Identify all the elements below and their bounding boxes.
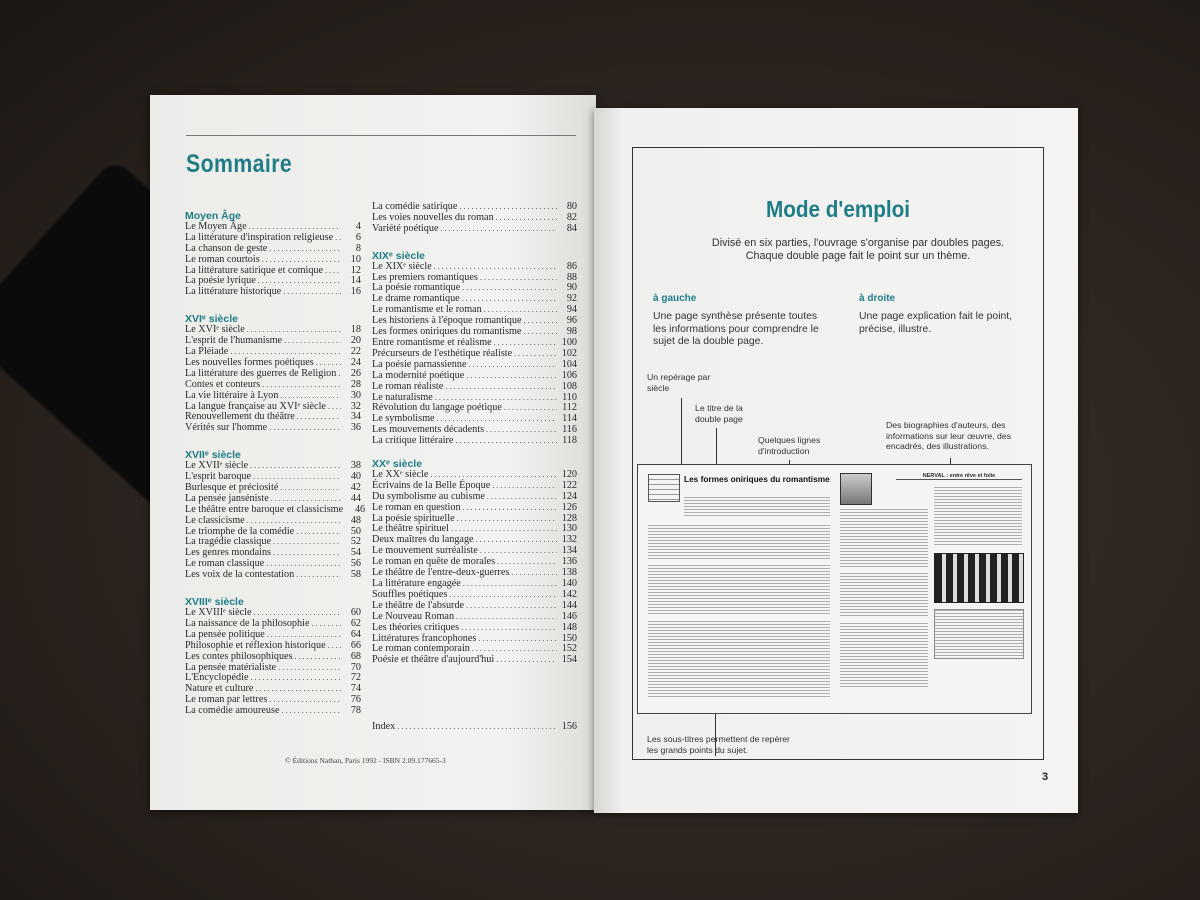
toc-leader bbox=[296, 527, 341, 538]
toc-page: 134 bbox=[561, 545, 577, 557]
toc-label: Les historiens à l'époque romantique bbox=[372, 315, 522, 327]
toc-leader bbox=[295, 652, 341, 663]
sample-encadre-box bbox=[934, 609, 1024, 659]
toc-page: 84 bbox=[566, 222, 577, 234]
toc-page: 52 bbox=[350, 536, 361, 548]
toc-label: La littérature satirique et comique bbox=[185, 264, 324, 276]
toc-leader bbox=[281, 706, 341, 717]
toc-label: Le XIXᵉ siècle bbox=[372, 260, 432, 272]
toc-page: 20 bbox=[350, 335, 361, 347]
right-description: Une page explication fait le point, précise, illustre. bbox=[859, 311, 1013, 335]
toc-page: 40 bbox=[350, 471, 361, 483]
century-tab-marker bbox=[648, 474, 680, 502]
toc-page: 6 bbox=[355, 231, 361, 243]
toc-entry bbox=[185, 391, 361, 402]
sample-text-block bbox=[934, 487, 1022, 547]
toc-section-heading: XXᵉ siècle bbox=[372, 458, 423, 471]
toc-leader bbox=[456, 612, 557, 623]
toc-column-b bbox=[372, 202, 577, 666]
intro-line: Divisé en six parties, l'ouvrage s'organise par doubles pages. bbox=[711, 237, 1005, 249]
toc-leader bbox=[251, 673, 342, 684]
toc-leader bbox=[269, 423, 341, 434]
toc-label: Le XXᵉ siècle bbox=[372, 468, 429, 480]
sample-text-block bbox=[648, 525, 830, 559]
toc-entry bbox=[185, 423, 361, 434]
toc-leader bbox=[496, 213, 557, 224]
toc-entry bbox=[372, 655, 577, 666]
toc-page: 140 bbox=[561, 578, 577, 589]
toc-page: 124 bbox=[561, 490, 577, 502]
toc-label: Les genres mondains bbox=[185, 547, 272, 559]
toc-label: Littératures francophones bbox=[372, 632, 477, 644]
toc-label: Le XVIᵉ siècle bbox=[185, 324, 245, 336]
callout-soustitres: Les sous-titres permettent de repérer les grands points du sujet. bbox=[647, 734, 790, 755]
toc-label: Le romantisme et le roman bbox=[372, 304, 482, 316]
toc-leader bbox=[278, 663, 341, 674]
toc-entry bbox=[372, 224, 577, 235]
spacer bbox=[185, 434, 361, 450]
toc-page: 154 bbox=[561, 654, 577, 666]
toc-page: 136 bbox=[561, 556, 577, 568]
toc-page: 116 bbox=[562, 424, 577, 436]
toc-entry bbox=[185, 287, 361, 298]
toc-leader bbox=[514, 349, 557, 360]
toc-leader bbox=[466, 371, 557, 382]
sample-text-block bbox=[840, 509, 928, 567]
toc-page: 108 bbox=[561, 380, 577, 392]
toc-page: 106 bbox=[561, 369, 577, 381]
toc-label: Philosophie et réflexion historique bbox=[185, 639, 326, 651]
toc-page: 126 bbox=[561, 501, 577, 513]
toc-leader bbox=[284, 336, 341, 347]
copyright-line: © Éditions Nathan, Paris 1992 - ISBN 2.09.177665-3 bbox=[285, 756, 446, 765]
toc-label: Le roman en question bbox=[372, 501, 461, 513]
toc-page: 120 bbox=[561, 468, 577, 480]
sample-text-block bbox=[840, 573, 928, 617]
toc-label: L'esprit baroque bbox=[185, 471, 252, 483]
sample-right-heading: NERVAL : entre rêve et folie bbox=[896, 473, 1022, 480]
toc-page: 96 bbox=[566, 315, 577, 327]
toc-label: Le XVIIᵉ siècle bbox=[185, 460, 249, 472]
callout-intro: Quelques lignes d'introduction bbox=[758, 435, 821, 456]
toc-page: 104 bbox=[561, 358, 577, 370]
toc-label: La comédie amoureuse bbox=[185, 705, 280, 717]
callout-biographies: Des biographies d'auteurs, des informations sur leur œuvre, des encadrés, des illustrations. bbox=[886, 420, 1012, 451]
toc-page: 76 bbox=[350, 694, 361, 706]
left-heading: à gauche bbox=[653, 293, 697, 304]
toc-label: La modernité poétique bbox=[372, 369, 465, 381]
sample-text-block bbox=[648, 621, 830, 699]
toc-entry bbox=[185, 570, 361, 581]
toc-label: Le roman contemporain bbox=[372, 643, 470, 655]
toc-section-heading: XVIIᵉ siècle bbox=[185, 449, 241, 462]
toc-page: 130 bbox=[561, 523, 577, 535]
toc-leader bbox=[434, 262, 557, 273]
toc-section-heading: XIXᵉ siècle bbox=[372, 249, 425, 262]
toc-page: 88 bbox=[566, 271, 577, 283]
page-title: Mode d'emploi bbox=[765, 196, 911, 222]
toc-page: 90 bbox=[566, 282, 577, 294]
spacer bbox=[185, 298, 361, 314]
toc-label: Le classicisme bbox=[185, 514, 245, 526]
toc-page: 18 bbox=[350, 324, 361, 336]
toc-entry bbox=[185, 652, 361, 663]
toc-leader bbox=[297, 412, 341, 423]
toc-page: 8 bbox=[355, 242, 361, 254]
toc-leader bbox=[269, 244, 341, 255]
toc-label: La pensée matérialiste bbox=[185, 661, 277, 673]
toc-leader bbox=[486, 425, 557, 436]
toc-label: La naissance de la philosophie bbox=[185, 617, 310, 629]
toc-page: 34 bbox=[350, 411, 361, 423]
toc-label: L'esprit de l'humanisme bbox=[185, 335, 283, 347]
toc-leader bbox=[283, 287, 341, 298]
toc-leader bbox=[250, 461, 341, 472]
page-number: 3 bbox=[1042, 771, 1049, 783]
left-page-sommaire bbox=[150, 95, 596, 810]
toc-entry bbox=[185, 244, 361, 255]
toc-page: 36 bbox=[350, 422, 361, 434]
toc-page: 62 bbox=[350, 617, 361, 629]
toc-entry bbox=[372, 436, 577, 447]
toc-label: Le Nouveau Roman bbox=[372, 610, 455, 622]
toc-label: Le Moyen Âge bbox=[185, 220, 247, 232]
toc-leader bbox=[280, 483, 341, 494]
toc-page: 118 bbox=[562, 435, 577, 447]
toc-entry bbox=[185, 641, 361, 652]
toc-page: 78 bbox=[350, 705, 361, 717]
toc-label: Poésie et théâtre d'aujourd'hui bbox=[372, 654, 495, 666]
toc-label: La littérature engagée bbox=[372, 578, 461, 589]
toc-label: La poésie lyrique bbox=[185, 275, 256, 287]
toc-leader bbox=[269, 695, 341, 706]
toc-label: Le roman classique bbox=[185, 558, 265, 570]
toc-section-heading: XVIᵉ siècle bbox=[185, 313, 238, 326]
toc-page: 132 bbox=[561, 534, 577, 546]
toc-leader bbox=[463, 503, 557, 514]
toc-leader bbox=[328, 641, 341, 652]
toc-label: L'Encyclopédie bbox=[185, 672, 249, 684]
toc-label: La littérature des guerres de Religion bbox=[185, 367, 337, 379]
toc-page: 54 bbox=[350, 547, 361, 559]
toc-page: 12 bbox=[350, 264, 361, 276]
toc-page: 50 bbox=[350, 525, 361, 537]
toc-page: 80 bbox=[566, 201, 577, 212]
toc-leader bbox=[273, 548, 341, 559]
toc-label: La pensée janséniste bbox=[185, 492, 269, 504]
toc-page: 102 bbox=[561, 347, 577, 359]
toc-page: 128 bbox=[561, 512, 577, 524]
toc-label: Le symbolisme bbox=[372, 413, 435, 425]
toc-leader bbox=[461, 623, 557, 634]
sample-right-page bbox=[838, 471, 1024, 707]
toc-leader bbox=[492, 481, 557, 492]
toc-leader bbox=[466, 601, 557, 612]
toc-leader bbox=[449, 590, 557, 601]
toc-page: 56 bbox=[350, 558, 361, 570]
toc-leader bbox=[280, 391, 341, 402]
toc-label: Le roman courtois bbox=[185, 253, 260, 265]
toc-index-row bbox=[372, 722, 577, 733]
toc-label: La critique littéraire bbox=[372, 435, 454, 447]
toc-label: Révolution du langage poétique bbox=[372, 402, 502, 414]
sample-text-block bbox=[684, 497, 830, 517]
right-heading: à droite bbox=[859, 293, 896, 304]
toc-leader bbox=[468, 360, 557, 371]
toc-entry bbox=[372, 503, 577, 514]
toc-page: 110 bbox=[562, 391, 577, 403]
toc-label: Du symbolisme au cubisme bbox=[372, 490, 485, 502]
toc-page: 156 bbox=[561, 721, 577, 732]
toc-page: 148 bbox=[561, 621, 577, 633]
sample-title: Les formes oniriques du romantisme bbox=[684, 474, 830, 484]
stage-photo-image bbox=[934, 553, 1024, 603]
callout-reperage: Un repérage par siècle bbox=[647, 372, 711, 393]
toc-label: Les voix de la contestation bbox=[185, 569, 295, 581]
toc-page: 100 bbox=[561, 336, 577, 348]
toc-leader bbox=[445, 382, 557, 393]
toc-page: 26 bbox=[350, 367, 361, 379]
toc-label: Les nouvelles formes poétiques bbox=[185, 356, 314, 368]
toc-section-heading: Moyen Âge bbox=[185, 210, 242, 222]
toc-label: La littérature d'inspiration religieuse bbox=[185, 231, 334, 243]
toc-page: 42 bbox=[350, 481, 361, 493]
toc-label: Le roman en quête de morales bbox=[372, 556, 496, 568]
toc-label: La poésie spirituelle bbox=[372, 512, 455, 524]
toc-page: 112 bbox=[562, 402, 577, 414]
toc-label: Les voies nouvelles du roman bbox=[372, 211, 494, 223]
toc-entry bbox=[185, 516, 361, 527]
toc-label: Deux maîtres du langage bbox=[372, 534, 474, 546]
toc-page: 122 bbox=[561, 479, 577, 491]
sample-spread-illustration bbox=[637, 464, 1032, 714]
toc-label: Les premiers romantiques bbox=[372, 271, 478, 283]
toc-label: Les mouvements décadents bbox=[372, 424, 485, 436]
toc-label: La vie littéraire à Lyon bbox=[185, 389, 279, 401]
toc-page: 150 bbox=[561, 632, 577, 644]
toc-entry bbox=[372, 612, 577, 623]
intro-line: Chaque double page fait le point sur un thème. bbox=[745, 249, 971, 262]
toc-page: 138 bbox=[561, 567, 577, 579]
toc-page: 72 bbox=[350, 672, 361, 684]
toc-label: La Pléiade bbox=[185, 345, 229, 357]
toc-page: 32 bbox=[350, 400, 361, 412]
toc-page: 14 bbox=[350, 275, 361, 287]
toc-label: Variété poétique bbox=[372, 222, 439, 234]
toc-leader bbox=[457, 514, 557, 525]
toc-page: 38 bbox=[350, 460, 361, 472]
toc-page: 74 bbox=[350, 683, 361, 695]
toc-label: Le théâtre de l'entre-deux-guerres bbox=[372, 567, 510, 579]
toc-page: 4 bbox=[355, 220, 361, 232]
toc-entry bbox=[185, 255, 361, 266]
author-portrait-image bbox=[840, 473, 872, 505]
toc-leader bbox=[328, 402, 341, 413]
toc-page: 98 bbox=[566, 326, 577, 338]
toc-page: 68 bbox=[350, 650, 361, 662]
toc-page: 60 bbox=[350, 607, 361, 618]
spacer bbox=[372, 235, 577, 251]
toc-page: 70 bbox=[350, 661, 361, 673]
toc-leader bbox=[440, 224, 557, 235]
toc-page: 64 bbox=[350, 628, 361, 640]
toc-entry bbox=[372, 371, 577, 382]
toc-page: 142 bbox=[561, 588, 577, 600]
toc-label: Précurseurs de l'esthétique réaliste bbox=[372, 347, 513, 359]
toc-leader bbox=[463, 579, 557, 590]
toc-label: La littérature historique bbox=[185, 286, 282, 298]
toc-leader bbox=[273, 537, 341, 548]
toc-label: La comédie satirique bbox=[372, 201, 458, 212]
toc-label: Les contes philosophiques bbox=[185, 650, 293, 662]
toc-label: Index bbox=[372, 721, 396, 732]
page-title: Sommaire bbox=[186, 150, 293, 178]
toc-label: Burlesque et préciosité bbox=[185, 481, 279, 493]
toc-label: Renouvellement du théâtre bbox=[185, 411, 295, 423]
toc-leader bbox=[504, 403, 557, 414]
toc-page: 30 bbox=[350, 389, 361, 401]
toc-label: Les théories critiques bbox=[372, 621, 460, 633]
toc-page: 24 bbox=[350, 356, 361, 368]
toc-leader bbox=[296, 570, 341, 581]
toc-label: Nature et culture bbox=[185, 683, 254, 695]
toc-label: Le théâtre entre baroque et classicisme bbox=[185, 503, 344, 515]
toc-label: La chanson de geste bbox=[185, 242, 268, 254]
toc-column-a bbox=[185, 210, 366, 717]
toc-page: 22 bbox=[350, 345, 361, 357]
toc-leader bbox=[255, 684, 341, 695]
sample-text-block bbox=[840, 623, 928, 687]
toc-label: La tragédie classique bbox=[185, 536, 271, 548]
toc-leader bbox=[262, 380, 341, 391]
toc-label: Le drame romantique bbox=[372, 293, 460, 305]
toc-page: 92 bbox=[566, 293, 577, 305]
toc-label: Souffles poétiques bbox=[372, 588, 448, 600]
right-page-mode-emploi bbox=[594, 108, 1078, 813]
toc-label: Le XVIIIᵉ siècle bbox=[185, 607, 252, 618]
toc-leader bbox=[338, 369, 341, 380]
toc-page: 114 bbox=[562, 413, 577, 425]
toc-entry bbox=[185, 380, 361, 391]
toc-page: 16 bbox=[350, 286, 361, 298]
toc-page: 144 bbox=[561, 599, 577, 611]
toc-page: 48 bbox=[350, 514, 361, 526]
toc-leader bbox=[524, 316, 557, 327]
toc-entry bbox=[185, 706, 361, 717]
toc-leader bbox=[335, 233, 341, 244]
toc-entry bbox=[372, 262, 577, 273]
toc-label: La poésie romantique bbox=[372, 282, 461, 294]
sample-text-block bbox=[648, 565, 830, 615]
toc-label: La pensée politique bbox=[185, 628, 265, 640]
toc-label: Le roman par lettres bbox=[185, 694, 268, 706]
toc-section-heading: XVIIIᵉ siècle bbox=[185, 596, 244, 609]
toc-leader bbox=[455, 436, 557, 447]
callout-titre: Le titre de la double page bbox=[695, 403, 743, 424]
toc-entry bbox=[372, 623, 577, 634]
toc-label: Contes et conteurs bbox=[185, 378, 261, 390]
toc-page: 86 bbox=[566, 260, 577, 272]
toc-leader bbox=[523, 327, 557, 338]
toc-label: Vérités sur l'homme bbox=[185, 422, 268, 434]
toc-page: 58 bbox=[350, 569, 361, 581]
toc-label: La langue française au XVIᵉ siècle bbox=[185, 400, 326, 412]
toc-label: Écrivains de la Belle Époque bbox=[372, 479, 491, 491]
toc-page: 66 bbox=[350, 639, 361, 651]
toc-entry bbox=[372, 382, 577, 393]
toc-leader bbox=[397, 722, 557, 733]
toc-leader bbox=[325, 266, 341, 277]
toc-leader bbox=[462, 283, 557, 294]
toc-leader bbox=[476, 535, 557, 546]
toc-leader bbox=[311, 619, 341, 630]
toc-label: Le naturalisme bbox=[372, 391, 433, 403]
toc-leader bbox=[496, 655, 557, 666]
toc-label: La poésie parnassienne bbox=[372, 358, 467, 370]
toc-label: Le théâtre de l'absurde bbox=[372, 599, 465, 611]
toc-page: 10 bbox=[350, 253, 361, 265]
toc-page: 146 bbox=[561, 610, 577, 622]
spacer bbox=[185, 581, 361, 597]
left-description: Une page synthèse présente toutes les informations pour comprendre le sujet de la double page. bbox=[653, 311, 819, 347]
toc-leader bbox=[247, 516, 341, 527]
toc-label: Le théâtre spirituel bbox=[372, 523, 449, 535]
toc-leader bbox=[478, 634, 557, 645]
toc-leader bbox=[262, 255, 341, 266]
toc-page: 94 bbox=[566, 304, 577, 316]
title-rule bbox=[186, 135, 576, 136]
toc-leader bbox=[487, 492, 557, 503]
toc-page: 82 bbox=[566, 211, 577, 223]
toc-label: Le roman réaliste bbox=[372, 380, 444, 392]
toc-label: Le triomphe de la comédie bbox=[185, 525, 295, 537]
toc-page: 44 bbox=[350, 492, 361, 504]
sample-left-page bbox=[646, 471, 832, 707]
toc-leader bbox=[480, 273, 557, 284]
toc-page: 152 bbox=[561, 643, 577, 655]
toc-label: Le mouvement surréaliste bbox=[372, 545, 478, 557]
toc-label: Entre romantisme et réalisme bbox=[372, 336, 492, 348]
toc-page: 28 bbox=[350, 378, 361, 390]
toc-label: Les formes oniriques du romantisme bbox=[372, 326, 522, 338]
toc-page: 46 bbox=[354, 503, 366, 515]
toc-leader bbox=[511, 568, 557, 579]
intro-text bbox=[693, 237, 1023, 262]
